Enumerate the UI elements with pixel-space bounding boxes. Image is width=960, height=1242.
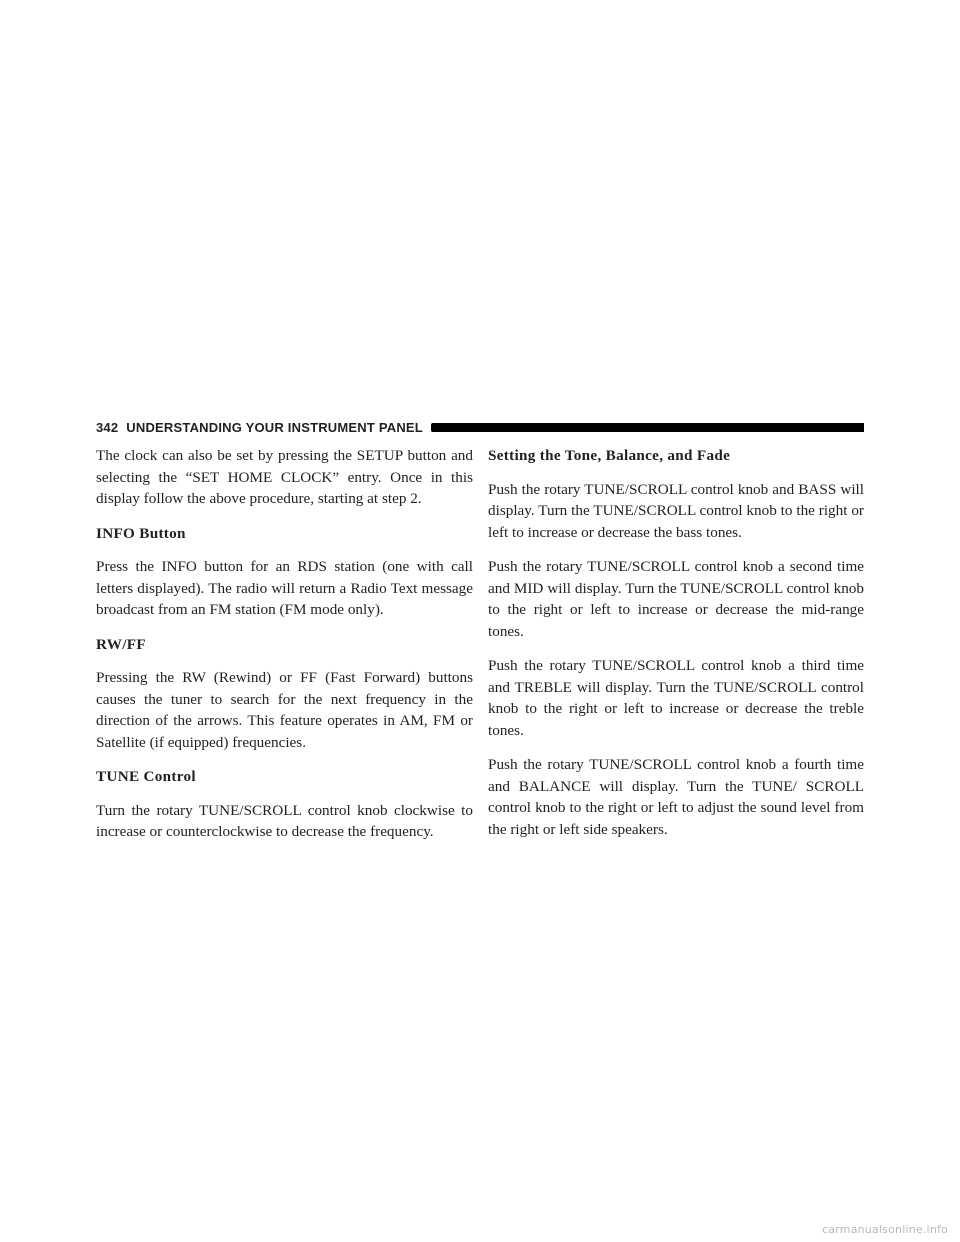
info-button-paragraph: Press the INFO button for an RDS station (one with call letters displayed). The radio will return a Radio Text message broadcast from an FM station (FM mode only). [96,558,473,618]
right-column [488,445,864,853]
clock-setup-paragraph: The clock can also be set by pressing the SETUP button and selecting the “SET HOME CLOCK” entry. Once in this display follow the above procedure, starting at step 2. [96,447,473,507]
page-header [96,417,864,437]
info-button-heading: INFO Button [96,524,186,542]
rwff-paragraph: Pressing the RW (Rewind) or FF (Fast Forward) buttons causes the tuner to search for the next frequency in the direction of the arrows. This feature operates in AM, FM or Satellite (if equipped) frequencies. [96,669,473,751]
treble-paragraph: Push the rotary TUNE/SCROLL control knob a third time and TREBLE will display. Turn the TUNE/SCROLL control knob to the right or left to increase or decrease the treble tones. [488,657,864,739]
left-column [96,445,473,856]
rwff-heading: RW/FF [96,635,146,653]
bass-paragraph: Push the rotary TUNE/SCROLL control knob and BASS will display. Turn the TUNE/SCROLL control knob to the right or left to increase or decrease the bass tones. [488,480,864,541]
mid-paragraph: Push the rotary TUNE/SCROLL control knob a second time and MID will display. Turn the TUNE/SCROLL control knob to the right or left to increase or decrease the mid-range tones. [488,558,864,640]
page-number: 342 [96,419,119,435]
tune-control-heading: TUNE Control [96,768,196,785]
section-title: UNDERSTANDING YOUR INSTRUMENT PANEL [126,419,423,435]
header-rule [431,423,864,432]
watermark: carmanualsonline.info [822,1223,948,1236]
tone-balance-fade-heading: Setting the Tone, Balance, and Fade [488,447,731,464]
balance-paragraph: Push the rotary TUNE/SCROLL control knob a fourth time and BALANCE will display. Turn the TUNE/ SCROLL control knob to the right or left to adjust the sound level from the right or left side speakers. [488,756,864,838]
tune-control-paragraph: Turn the rotary TUNE/SCROLL control knob clockwise to increase or counterclockwise to decrease the frequency. [96,801,473,840]
